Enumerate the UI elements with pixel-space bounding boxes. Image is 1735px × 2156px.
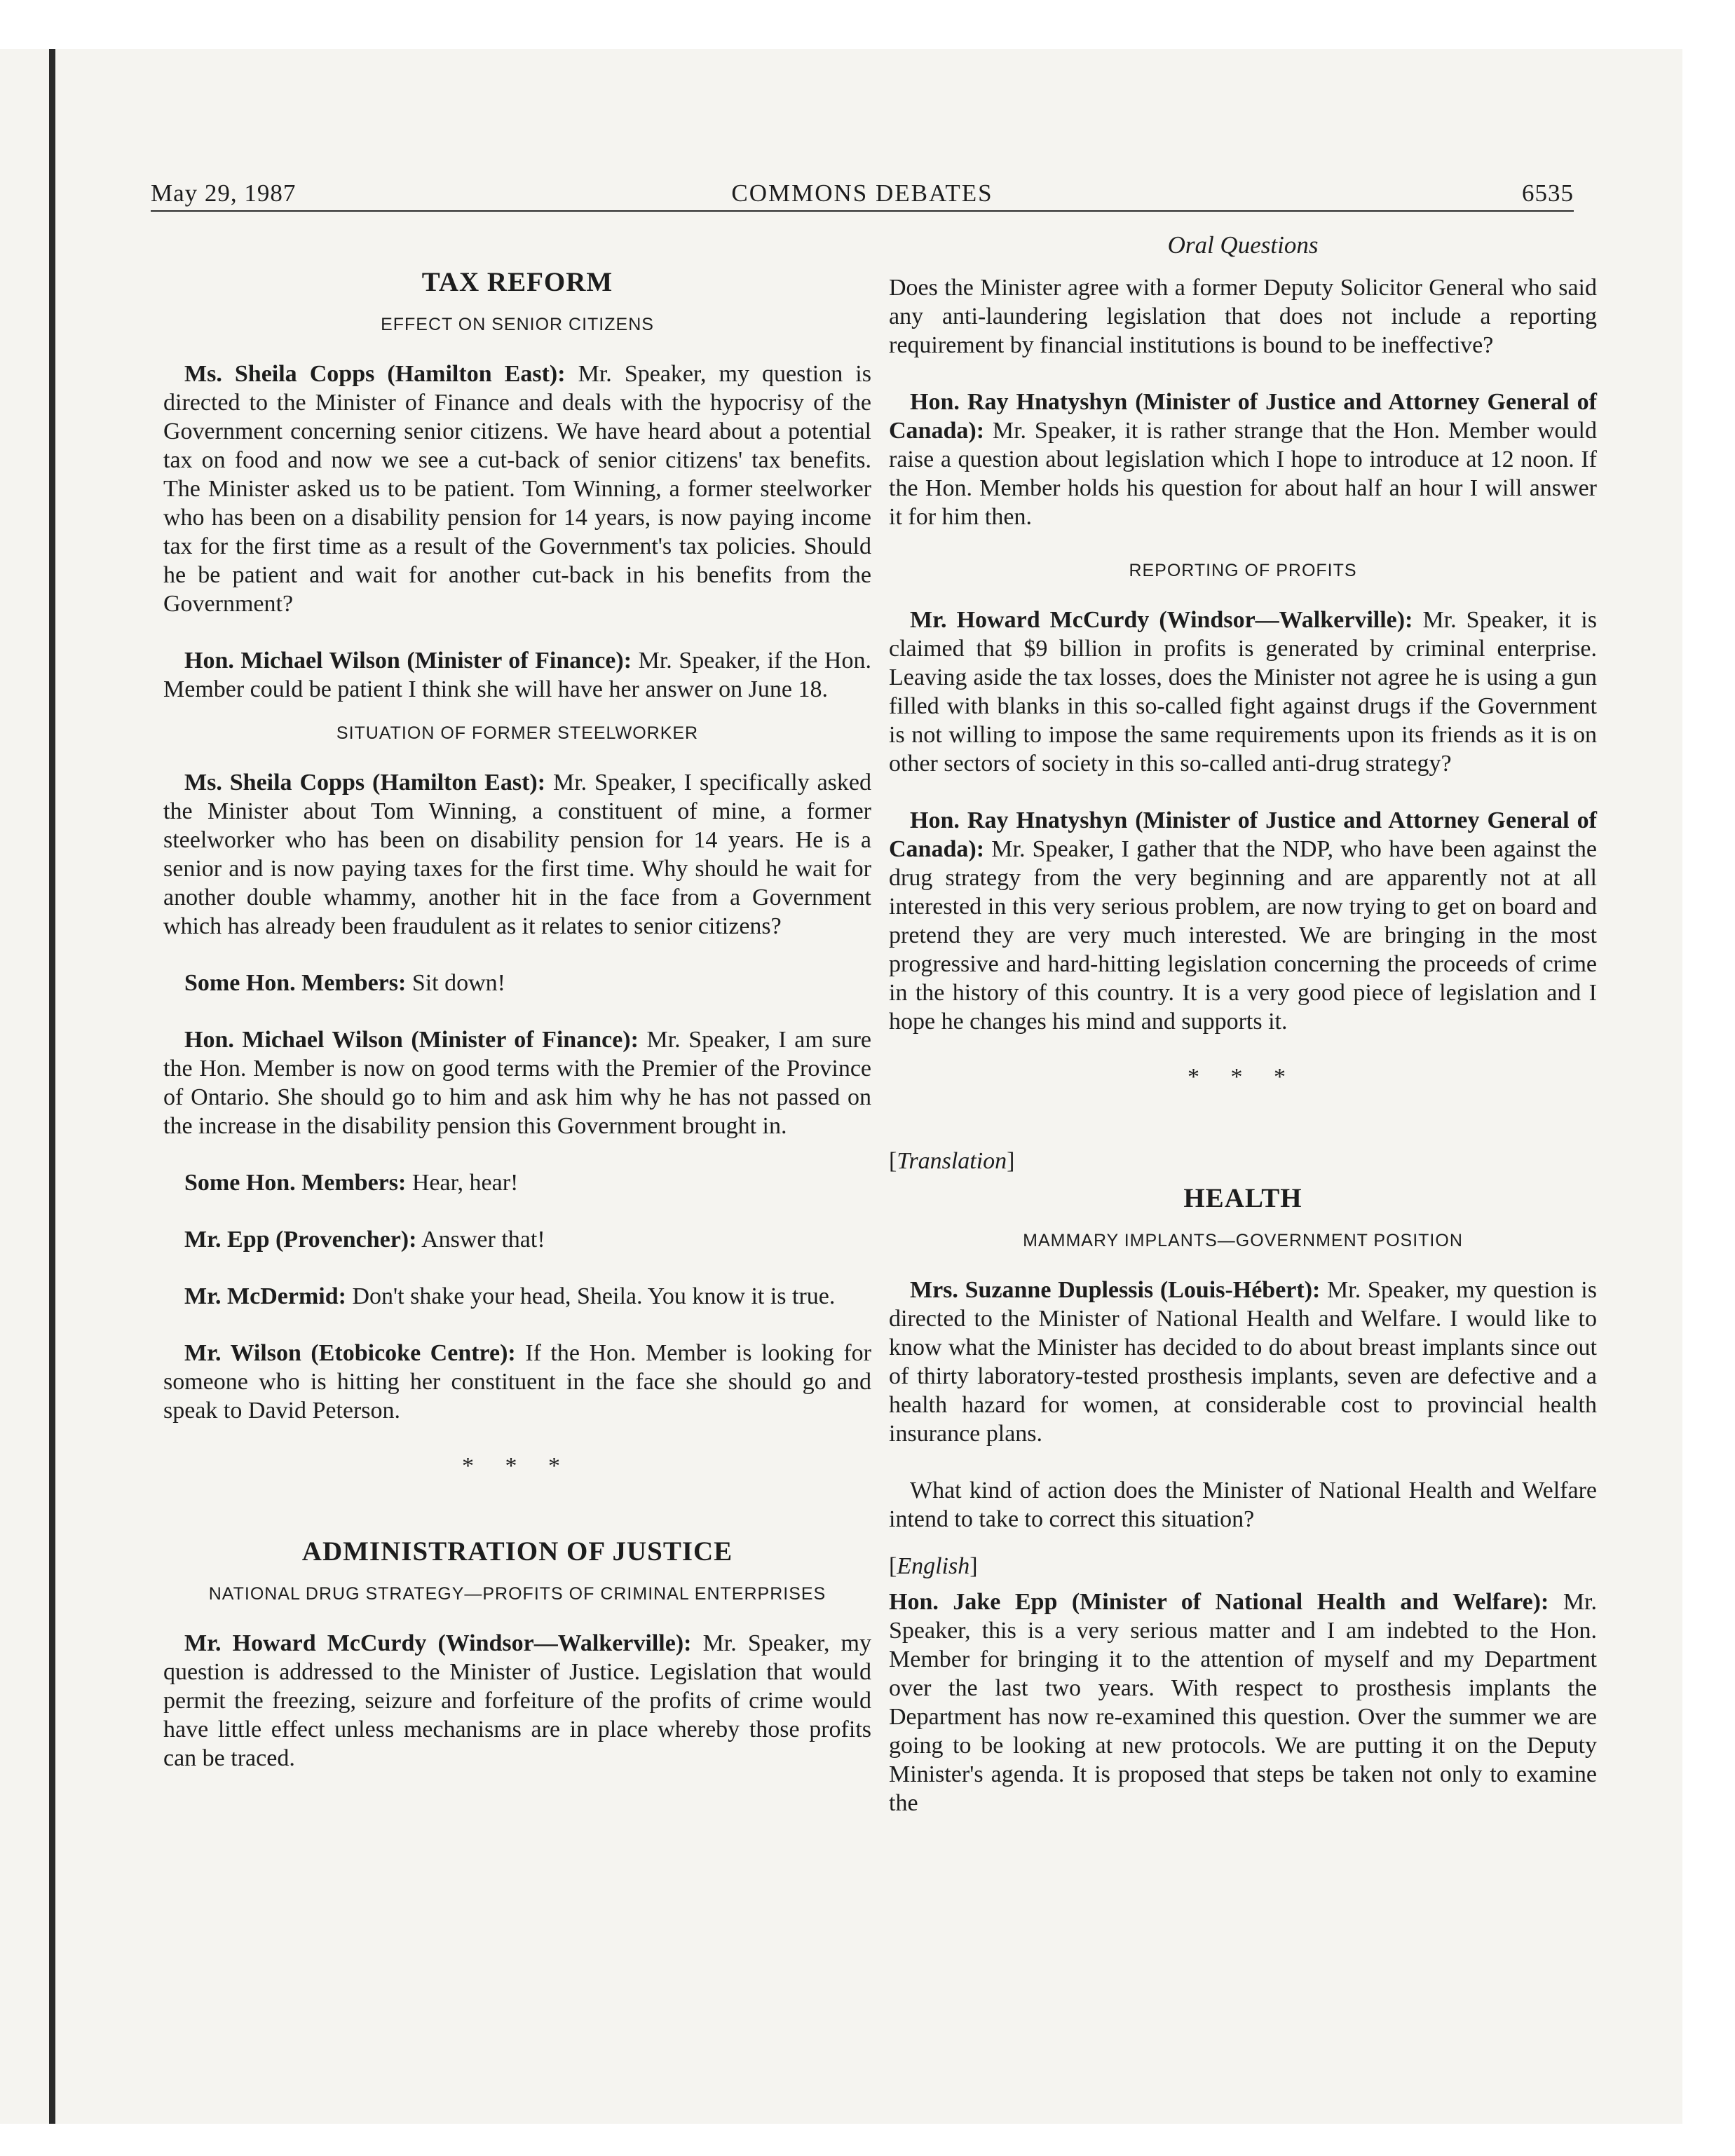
speaker-name: Mr. Epp (Provencher): (184, 1227, 417, 1253)
paragraph (163, 646, 871, 704)
section-title-health: HEALTH (1183, 1183, 1302, 1213)
paragraph (163, 969, 871, 997)
section-separator: * * * (1188, 1064, 1298, 1090)
subhead-drug-strategy: NATIONAL DRUG STRATEGY—PROFITS OF CRIMINAL ENTERPRISES (208, 1584, 826, 1604)
speech-text: Mr. Speaker, this is a very serious matter and I am indebted to the Hon. Member for bringing it to the attention of myself and my Department over the last two years. With respect to prosthesis implants the Department has now re-examined this question. Over the summer we are going to be looking at new protocols. We are putting it on the Deputy Minister's agenda. It is proposed that steps be taken not only to examine the (889, 1589, 1597, 1816)
speaker-name: Hon. Michael Wilson (Minister of Finance): (184, 1027, 639, 1053)
speaker-name: Hon. Ray Hnatyshyn (Minister of Justice and Attorney General of Canada): (889, 389, 1597, 444)
scan-edge (49, 49, 55, 2124)
speaker-name: Mr. McDermid: (184, 1283, 346, 1309)
speaker-name: Mr. Howard McCurdy (Windsor—Walkerville): (184, 1630, 692, 1656)
paragraph (163, 360, 871, 618)
subhead-reporting-profits: REPORTING OF PROFITS (1129, 561, 1357, 580)
speech-text: Mr. Speaker, if the Hon. Member could be patient I think she will have her answer on June 18. (163, 648, 871, 702)
speaker-name: Mrs. Suzanne Duplessis (Louis-Hébert): (910, 1277, 1321, 1303)
speech-text: Don't shake your head, Sheila. You know it is true. (346, 1283, 836, 1309)
speaker-name: Mr. Howard McCurdy (Windsor—Walkerville): (910, 607, 1413, 633)
paragraph-continuation: Does the Minister agree with a former Deputy Solicitor General who said any anti-laundering legislation that does not include a reporting requirement by financial institutions is bound to be ineffective? (889, 275, 1597, 358)
translation-label: Translation (897, 1148, 1007, 1174)
section-title-tax-reform: TAX REFORM (421, 267, 613, 297)
section-title-justice: ADMINISTRATION OF JUSTICE (301, 1536, 733, 1567)
speaker-name: Hon. Jake Epp (Minister of National Health and Welfare): (889, 1589, 1549, 1615)
speech-text: Sit down! (406, 970, 506, 996)
left-column (163, 231, 871, 1801)
paragraph (163, 1025, 871, 1140)
running-subtitle: Oral Questions (1167, 231, 1319, 259)
page-number: 6535 (1522, 179, 1574, 207)
paragraph (889, 1588, 1597, 1817)
speaker-name: Ms. Sheila Copps (Hamilton East): (184, 361, 566, 387)
section-separator: * * * (462, 1453, 573, 1479)
speaker-name: Some Hon. Members: (184, 1170, 407, 1196)
header-date: May 29, 1987 (151, 179, 297, 207)
speech-text: Mr. Speaker, I specifically asked the Minister about Tom Winning, a constituent of mine, a former steelworker who has been on disability pension for 14 years. He is a senior and is now paying taxes for the first time. Why should he wait for another double whammy, another hit in the face from a Government which has already been fraudulent as it relates to senior citizens? (163, 770, 871, 939)
speech-text: Mr. Speaker, I am sure the Hon. Member is now on good terms with the Premier of the Province of Ontario. She should go to him and ask him why he has not passed on the increase in the disability pension this Government brought in. (163, 1027, 871, 1139)
subhead-senior-citizens: EFFECT ON SENIOR CITIZENS (381, 315, 654, 334)
speaker-name: Some Hon. Members: (184, 970, 407, 996)
paragraph (163, 1629, 871, 1773)
paragraph (889, 606, 1597, 778)
speaker-name: Ms. Sheila Copps (Hamilton East): (184, 770, 546, 796)
right-column (889, 231, 1597, 1845)
subhead-steelworker: SITUATION OF FORMER STEELWORKER (336, 723, 699, 743)
speaker-name: Mr. Wilson (Etobicoke Centre): (184, 1340, 516, 1366)
english-note: [English] (889, 1553, 978, 1579)
paragraph (889, 1276, 1597, 1448)
speaker-name: Hon. Ray Hnatyshyn (Minister of Justice and Attorney General of Canada): (889, 807, 1597, 862)
paragraph (163, 768, 871, 941)
paragraph (163, 1282, 871, 1311)
speech-text: Mr. Speaker, it is claimed that $9 billion in profits is generated by criminal enterprise. Leaving aside the tax losses, does the Minister not agree he is using a gun filled with blanks in this so-called fight against drugs if the Government is not willing to impose the same requirements upon its friends as it is on other sectors of society in this so-called anti-drug strategy? (889, 607, 1597, 777)
paragraph (163, 1168, 871, 1197)
speech-text: Mr. Speaker, it is rather strange that the Hon. Member would raise a question about legislation which I hope to introduce at 12 noon. If the Hon. Member holds his question for about half an hour I will answer it for him then. (889, 418, 1597, 530)
paragraph: What kind of action does the Minister of National Health and Welfare intend to take to correct this situation? (889, 1478, 1597, 1532)
paragraph (889, 806, 1597, 1036)
translation-note: [Translation] (889, 1148, 1015, 1174)
speech-text: Mr. Speaker, my question is directed to the Minister of Finance and deals with the hypocrisy of the Government concerning senior citizens. We have heard about a potential tax on food and now we see a cut-back of senior citizens' tax benefits. The Minister asked us to be patient. Tom Winning, a former steelworker who has been on a disability pension for 14 years, is now paying income tax for the first time as a result of the Government's tax policies. Should he be patient and wait for another cut-back in his benefits from the Government? (163, 361, 871, 617)
speech-text: Hear, hear! (406, 1170, 519, 1196)
header-title: COMMONS DEBATES (731, 179, 993, 207)
paragraph (163, 1225, 871, 1254)
speech-text: Answer that! (416, 1227, 545, 1253)
speaker-name: Hon. Michael Wilson (Minister of Finance): (184, 648, 632, 674)
paragraph (163, 1339, 871, 1425)
speech-text: If the Hon. Member is looking for someone who is hitting her constituent in the face she should go and speak to David Peterson. (163, 1340, 871, 1424)
speech-text: Mr. Speaker, I gather that the NDP, who have been against the drug strategy from the very beginning and are apparently not at all interested in this very serious problem, are now trying to get on board and pretend they are very much interested. We are bringing in the most progressive and hard-hitting legislation concerning the proceeds of crime in the history of this country. It is a very good piece of legislation and I hope he changes his mind and supports it. (889, 836, 1597, 1035)
english-label: English (897, 1553, 970, 1579)
paragraph (889, 388, 1597, 531)
running-head (151, 174, 1574, 212)
subhead-mammary-implants: MAMMARY IMPLANTS—GOVERNMENT POSITION (1023, 1231, 1463, 1250)
speech-text: Mr. Speaker, my question is directed to the Minister of National Health and Welfare. I would like to know what the Minister has decided to do about breast implants since out of thirty laboratory-tested prosthesis implants, seven are defective and a health hazard for women, at considerable cost to provincial health insurance plans. (889, 1277, 1597, 1447)
speech-text: Mr. Speaker, my question is addressed to the Minister of Justice. Legislation that would permit the freezing, seizure and forfeiture of the profits of crime would have little effect unless mechanisms are in place whereby those profits can be traced. (163, 1630, 871, 1771)
